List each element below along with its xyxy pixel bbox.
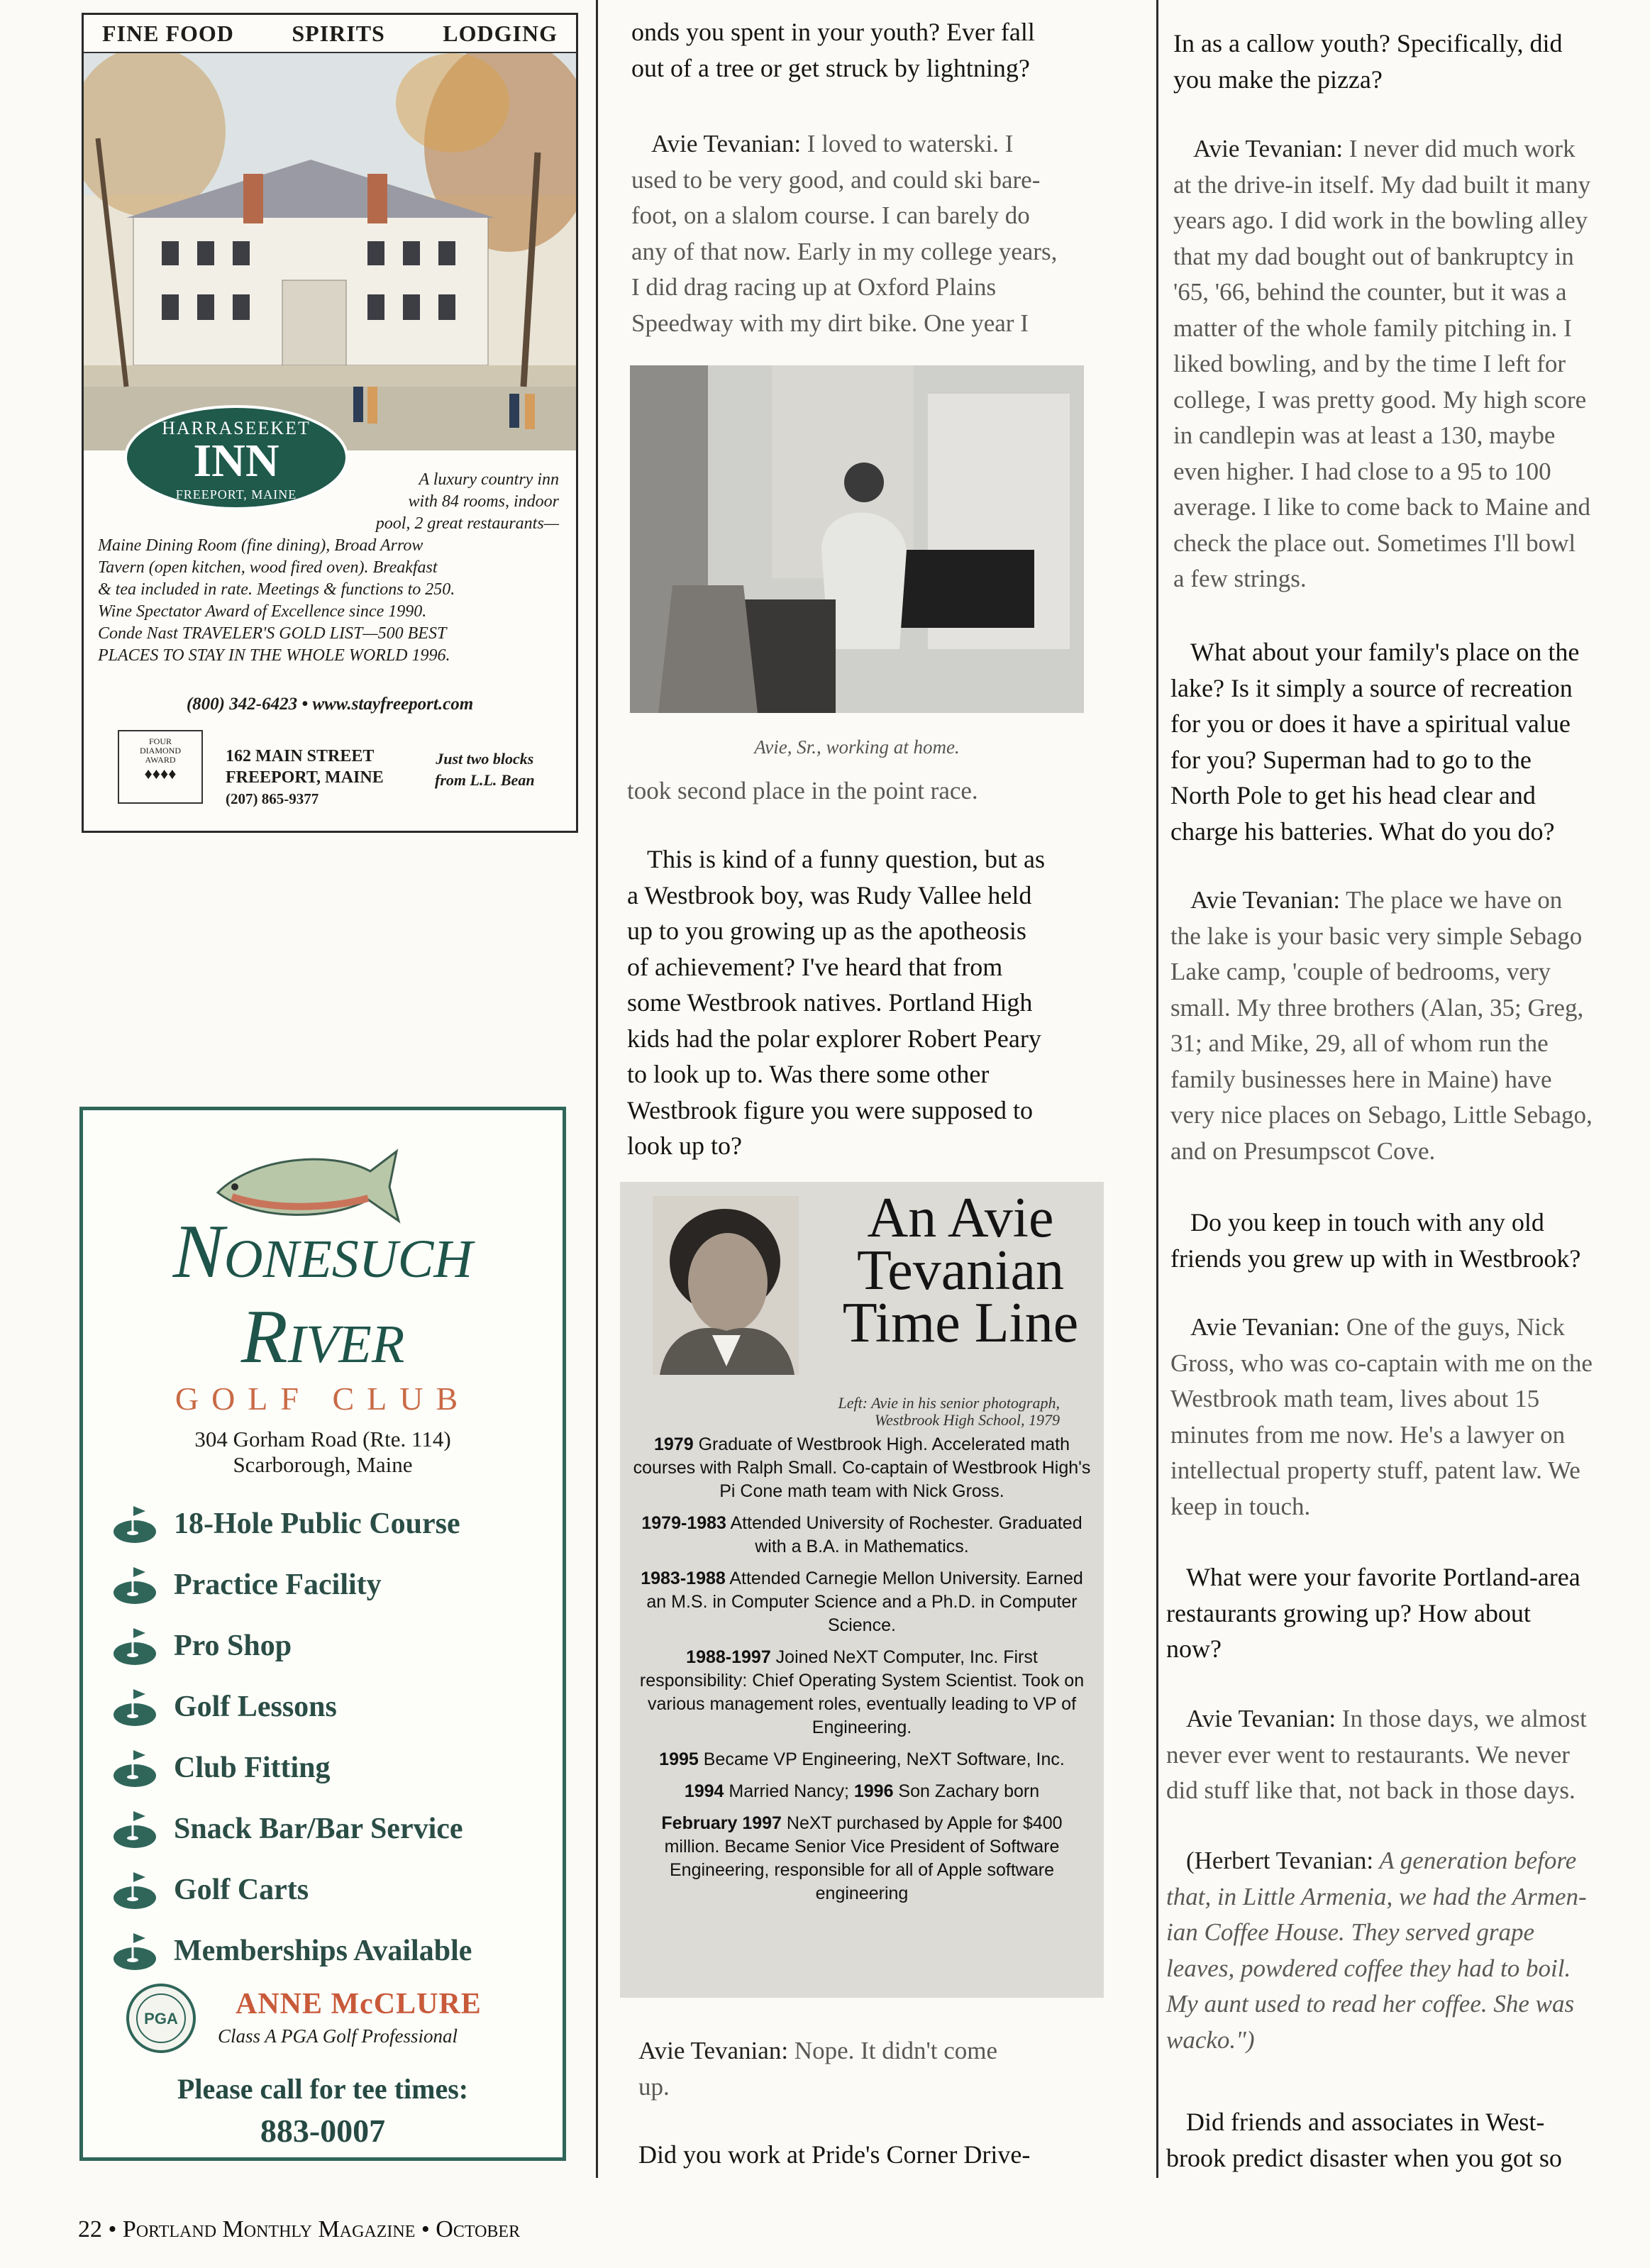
question-line: you make the pizza?: [1173, 65, 1383, 94]
question-line: charge his batteries. What do you do?: [1170, 817, 1555, 846]
question-line: a Westbrook boy, was Rudy Vallee held: [627, 880, 1032, 909]
timeline-entry: [620, 1567, 1104, 1637]
col2-answer-1-end: [627, 773, 1109, 809]
caption-line: Westbrook High School, 1979: [874, 1411, 1060, 1429]
question-line: up to you growing up as the apotheosis: [627, 917, 1026, 945]
avie-sr-photo: [630, 365, 1084, 713]
question-line: some Westbrook natives. Portland High: [627, 988, 1033, 1017]
answer-line: keep in touch.: [1170, 1492, 1311, 1520]
nonesuch-river-golf-ad: [79, 1107, 566, 2161]
question-line: lake? Is it simply a source of recreation: [1170, 673, 1573, 702]
timeline-text: Married Nancy;: [724, 1781, 854, 1801]
timeline-sidebar: [620, 1182, 1104, 1998]
golf-feature-label: Pro Shop: [174, 1630, 292, 1662]
answer-line: did stuff like that, not back in those days.: [1166, 1776, 1576, 1804]
header-fine-food: FINE FOOD: [102, 21, 234, 46]
timeline-entry: [620, 1433, 1104, 1503]
question-line: for you? Superman had to go to the: [1170, 745, 1532, 774]
timeline-photo-caption: [762, 1395, 1060, 1429]
desc-line: with 84 rooms, indoor: [408, 492, 559, 511]
address-line: Scarborough, Maine: [233, 1452, 413, 1477]
caption-line: Left: Avie in his senior photograph,: [838, 1394, 1060, 1412]
question-line: Did friends and associates in West-: [1186, 2108, 1545, 2136]
answer-line: the lake is your basic very simple Sebago: [1170, 922, 1583, 950]
col3-question-2: [1170, 634, 1650, 849]
question-line: kids had the polar explorer Robert Peary: [627, 1024, 1041, 1053]
magazine-name: Portland Monthly Magazine: [122, 2216, 416, 2242]
golf-flag-icon: [111, 1624, 158, 1668]
title-line-1: Nonesuch: [172, 1210, 473, 1294]
golf-club-address: [83, 1427, 563, 1478]
desc-line: A luxury country inn: [419, 470, 559, 489]
col2-question-2: [627, 841, 1112, 1164]
title-line: Tevanian: [856, 1239, 1065, 1302]
timeline-year: 1994: [684, 1781, 724, 1801]
col3-answer-2: [1170, 883, 1650, 1169]
answer-line: any of that now. Early in my college years,: [631, 237, 1058, 265]
footer-separator: •: [108, 2216, 117, 2242]
golf-feature-item: [111, 1798, 472, 1859]
col3-herbert-aside: [1166, 1843, 1650, 2058]
badge-line: AWARD: [145, 755, 176, 765]
question-line: look up to?: [627, 1132, 742, 1160]
question-line: This is kind of a funny question, but as: [647, 845, 1045, 873]
golf-feature-item: [111, 1493, 472, 1554]
pro-title: Class A PGA Golf Professional: [218, 2025, 458, 2047]
answer-line: matter of the whole family pitching in. I: [1173, 314, 1572, 342]
answer-line: years ago. I did work in the bowling alley: [1173, 206, 1588, 234]
header-spirits: SPIRITS: [292, 21, 385, 46]
tee-time-call: Please call for tee times:: [177, 2073, 469, 2105]
answer-line: even higher. I had close to a 95 to 100: [1173, 457, 1551, 485]
inn-local-phone: (207) 865-9377: [226, 790, 319, 807]
answer-line: liked bowling, and by the time I left for: [1173, 350, 1566, 377]
answer-line: In those days, we almost: [1336, 1705, 1587, 1732]
address-line: 304 Gorham Road (Rte. 114): [194, 1427, 451, 1451]
col3-question-5: [1166, 2104, 1650, 2176]
diamond-icon: ♦♦♦♦: [144, 765, 177, 782]
col3-top-question: [1173, 26, 1650, 97]
timeline-entry: [620, 1780, 1104, 1803]
timeline-text: Became VP Engineering, NeXT Software, Inc.: [698, 1749, 1065, 1769]
logo-main-text: INN: [193, 435, 279, 487]
column-rule-left: [596, 0, 598, 2178]
speaker-label: Avie Tevanian:: [638, 2037, 789, 2064]
timeline-entry: [620, 1748, 1104, 1771]
issue-month: October: [436, 2216, 521, 2242]
note-line: from L.L. Bean: [435, 771, 535, 789]
pro-name: ANNE McCLURE: [236, 1988, 482, 2020]
answer-line: and on Presumpscot Cove.: [1170, 1136, 1436, 1165]
logo-top-text: HARRASEEKET: [162, 418, 311, 438]
golf-flag-icon: [111, 1868, 158, 1912]
answer-line: A generation before: [1373, 1847, 1577, 1874]
golf-feature-item: [111, 1554, 472, 1615]
golf-club-subtitle: GOLF CLUB: [175, 1381, 471, 1417]
desc-line: Conde Nast TRAVELER'S GOLD LIST—500 BEST: [98, 624, 447, 643]
desc-line: Tavern (open kitchen, wood fired oven). Breakfast: [98, 558, 438, 577]
answer-line: '65, '66, behind the counter, but it was a: [1173, 278, 1567, 306]
golf-feature-item: [111, 1859, 472, 1920]
golf-phone: 883-0007: [260, 2113, 386, 2149]
golf-club-title: [83, 1210, 563, 1380]
avie-senior-photo: [653, 1196, 799, 1375]
golf-flag-icon: [111, 1685, 158, 1729]
column-rule-right: [1156, 0, 1158, 2178]
question-line: In as a callow youth? Specifically, did: [1173, 29, 1563, 57]
answer-line: check the place out. Sometimes I'll bowl: [1173, 529, 1576, 557]
timeline-year: 1979-1983: [641, 1513, 726, 1533]
golf-flag-icon: [111, 1929, 158, 1973]
golf-feature-label: Practice Facility: [174, 1569, 382, 1601]
answer-line: a few strings.: [1173, 565, 1307, 592]
question-line: to look up to. Was there some other: [627, 1060, 990, 1088]
answer-line: foot, on a slalom course. I can barely do: [631, 201, 1030, 229]
address-line: 162 MAIN STREET: [226, 747, 375, 765]
answer-line: that, in Little Armenia, we had the Armen-: [1166, 1882, 1587, 1910]
golf-flag-icon: [111, 1746, 158, 1790]
page-number: 22: [78, 2216, 102, 2242]
timeline-entry: [620, 1646, 1104, 1739]
desc-line: pool, 2 great restaurants—: [375, 514, 559, 533]
answer-line: I never did much work: [1343, 135, 1576, 162]
golf-feature-label: Snack Bar/Bar Service: [174, 1813, 463, 1845]
answer-line: The place we have on: [1340, 886, 1563, 914]
golf-feature-label: Golf Lessons: [174, 1691, 337, 1723]
col3-answer-4: [1166, 1701, 1650, 1809]
question-line: now?: [1166, 1634, 1222, 1663]
timeline-text: Son Zachary born: [893, 1781, 1040, 1801]
golf-features-list: [111, 1493, 472, 1981]
timeline-text: Graduate of Westbrook High. Accelerated math courses with Ralph Small. Co-captain of Westbrook High's Pi Cone math team with Nick Gross.: [633, 1434, 1091, 1501]
golf-feature-label: Memberships Available: [174, 1935, 472, 1967]
question-line: onds you spent in your youth? Ever fall: [631, 18, 1035, 46]
answer-line: very nice places on Sebago, Little Sebago,: [1170, 1101, 1593, 1129]
badge-line: FOUR: [148, 736, 172, 746]
answer-line: college, I was pretty good. My high score: [1173, 385, 1587, 414]
answer-line: Speedway with my dirt bike. One year I: [631, 309, 1029, 337]
col3-question-3: [1170, 1205, 1650, 1276]
timeline-year: 1996: [853, 1781, 894, 1801]
answer-line: took second place in the point race.: [627, 777, 978, 804]
timeline-entries: [620, 1433, 1104, 1914]
golf-feature-item: [111, 1615, 472, 1676]
timeline-text: Joined NeXT Computer, Inc. First responsibility: Chief Operating System Scientist. Took on various management roles, eventually leading to VP of Engineering.: [639, 1647, 1085, 1737]
answer-line: Gross, who was co-captain with me on the: [1170, 1349, 1593, 1377]
timeline-year: 1983-1988: [641, 1569, 726, 1588]
answer-line: family businesses here in Maine) have: [1170, 1065, 1552, 1093]
answer-line: wacko."): [1166, 2025, 1255, 2054]
speaker-label: Avie Tevanian:: [1186, 1705, 1336, 1732]
footer-separator: •: [421, 2216, 430, 2242]
answer-line: used to be very good, and could ski bare-: [631, 165, 1041, 194]
answer-line: Nope. It didn't come: [788, 2037, 998, 2064]
col2-top-question: [631, 14, 1114, 86]
desc-line: Maine Dining Room (fine dining), Broad Arrow: [98, 536, 423, 555]
timeline-title: [826, 1187, 1095, 1354]
answer-line: average. I like to come back to Maine and: [1173, 493, 1590, 521]
golf-feature-label: 18-Hole Public Course: [174, 1508, 460, 1540]
col2-bottom-question: [638, 2137, 1121, 2173]
question-line: friends you grew up with in Westbrook?: [1170, 1244, 1581, 1273]
title-line-2: River: [240, 1295, 405, 1379]
answer-line: never ever went to restaurants. We never: [1166, 1740, 1570, 1769]
title-line: An Avie: [867, 1187, 1054, 1249]
golf-flag-icon: [111, 1563, 158, 1607]
answer-line: leaves, powdered coffee they had to boil.: [1166, 1954, 1571, 1982]
answer-line: up.: [638, 2072, 670, 2101]
question-line: Westbrook figure you were supposed to: [627, 1095, 1033, 1124]
inn-description: [98, 469, 559, 667]
question-line: What were your favorite Portland-area: [1186, 1563, 1580, 1591]
inn-watercolor-illustration: [84, 52, 576, 450]
inn-location-note: [435, 748, 535, 791]
badge-line: DIAMOND: [140, 746, 181, 756]
speaker-label: Avie Tevanian:: [651, 130, 802, 157]
golf-feature-item: [111, 1676, 472, 1737]
golf-feature-label: Club Fitting: [174, 1752, 331, 1784]
desc-line: & tea included in rate. Meetings & functions to 250.: [98, 580, 455, 599]
golf-flag-icon: [111, 1502, 158, 1546]
harraseeket-inn-ad: [82, 13, 578, 833]
question-line: What about your family's place on the: [1190, 638, 1580, 666]
col2-answer-2: [638, 2033, 1114, 2105]
golf-flag-icon: [111, 1807, 158, 1851]
answer-line: I loved to waterski. I: [801, 130, 1014, 157]
answer-line: intellectual property stuff, patent law. We: [1170, 1456, 1580, 1484]
question-line: Did you work at Pride's Corner Drive-: [638, 2140, 1031, 2169]
answer-line: My aunt used to read her coffee. She was: [1166, 1990, 1575, 2018]
answer-line: 31; and Mike, 29, all of whom run the: [1170, 1029, 1549, 1057]
question-line: North Pole to get his head clear and: [1170, 781, 1536, 809]
page-footer: [78, 2216, 520, 2243]
answer-line: I did drag racing up at Oxford Plains: [631, 273, 997, 301]
answer-line: Westbrook math team, lives about 15: [1170, 1385, 1540, 1412]
timeline-text: Attended University of Rochester. Graduated with a B.A. in Mathematics.: [726, 1513, 1083, 1556]
timeline-entry: [620, 1812, 1104, 1905]
four-diamond-award-badge: [118, 730, 203, 804]
speaker-label: Avie Tevanian:: [1190, 886, 1341, 914]
answer-line: in candlepin was at least a 130, maybe: [1173, 421, 1556, 449]
answer-line: ian Coffee House. They served grape: [1166, 1918, 1535, 1946]
timeline-year: 1988-1997: [686, 1647, 771, 1667]
golf-feature-label: Golf Carts: [174, 1874, 309, 1906]
answer-line: Lake camp, 'couple of bedrooms, very: [1170, 958, 1551, 985]
golf-feature-item: [111, 1737, 472, 1798]
title-line: Time Line: [842, 1292, 1079, 1354]
answer-line: One of the guys, Nick: [1340, 1313, 1565, 1341]
inn-ad-header: [84, 15, 576, 52]
photo-caption: Avie, Sr., working at home.: [754, 736, 960, 758]
speaker-label: (Herbert Tevanian:: [1186, 1847, 1374, 1874]
timeline-text: Attended Carnegie Mellon University. Earned an M.S. in Computer Science and a Ph.D. in Computer Science.: [646, 1569, 1083, 1635]
header-lodging: LODGING: [443, 21, 558, 46]
inn-address: [226, 746, 384, 809]
speaker-label: Avie Tevanian:: [1190, 1313, 1341, 1341]
desc-line: PLACES TO STAY IN THE WHOLE WORLD 1996.: [98, 646, 450, 665]
desc-line: Wine Spectator Award of Excellence since 1990.: [98, 602, 427, 621]
address-line: FREEPORT, MAINE: [226, 768, 384, 787]
inn-phone-web: (800) 342-6423 • www.stayfreeport.com: [186, 695, 474, 714]
col3-question-4: [1166, 1559, 1650, 1667]
timeline-text: NeXT purchased by Apple for $400 million. Became Senior Vice President of Software Engineering, responsible for all of Apple software engineering: [664, 1813, 1063, 1903]
question-line: out of a tree or get struck by lightning?: [631, 53, 1030, 82]
answer-line: small. My three brothers (Alan, 35; Greg,: [1170, 993, 1584, 1022]
speaker-label: Avie Tevanian:: [1193, 135, 1344, 162]
answer-line: that my dad bought out of bankruptcy in: [1173, 242, 1574, 270]
timeline-entry: [620, 1512, 1104, 1559]
timeline-year: 1979: [654, 1434, 694, 1454]
question-line: for you or does it have a spiritual value: [1170, 709, 1571, 738]
logo-bottom-text: FREEPORT, MAINE: [175, 487, 297, 502]
pga-logo-text: PGA: [144, 2010, 178, 2028]
col3-answer-3: [1170, 1310, 1650, 1525]
question-line: Do you keep in touch with any old: [1190, 1208, 1544, 1237]
timeline-year: 1995: [659, 1749, 699, 1769]
pga-logo: [126, 1983, 196, 2054]
col3-answer-1: [1173, 131, 1650, 597]
answer-line: minutes from me now. He's a lawyer on: [1170, 1420, 1566, 1449]
question-line: of achievement? I've heard that from: [627, 952, 1003, 981]
timeline-year: February 1997: [661, 1813, 782, 1833]
col2-answer-1: [631, 126, 1114, 341]
question-line: brook predict disaster when you got so: [1166, 2143, 1562, 2172]
answer-line: at the drive-in itself. My dad built it many: [1173, 170, 1591, 199]
note-line: Just two blocks: [436, 750, 534, 768]
question-line: restaurants growing up? How about: [1166, 1598, 1531, 1627]
golf-feature-item: [111, 1920, 472, 1981]
